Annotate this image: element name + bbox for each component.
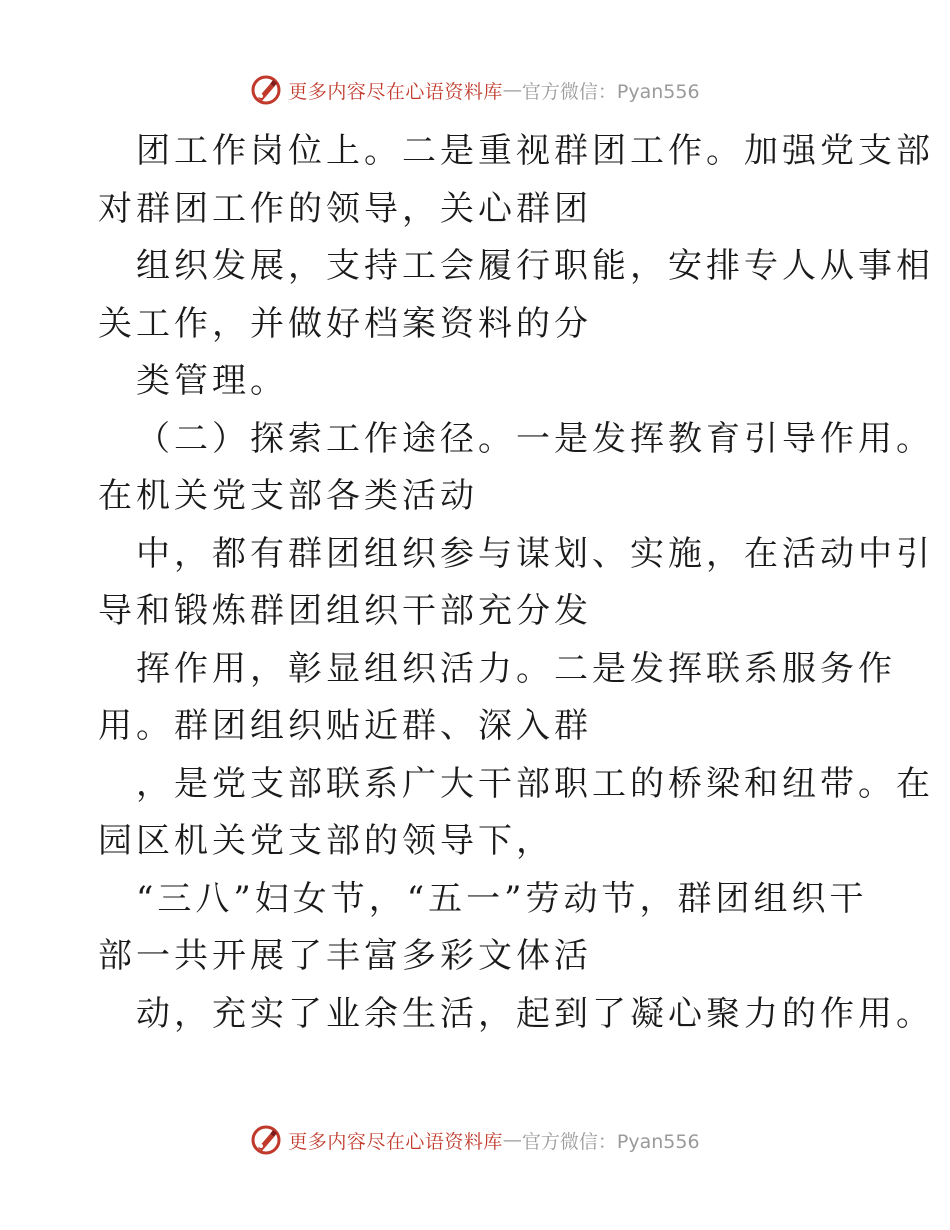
document-body xyxy=(98,123,934,1043)
body-line: 园区机关党支部的领导下， xyxy=(98,821,554,861)
banner-dash: — xyxy=(502,1129,522,1151)
body-line: ，是党支部联系广大干部职工的桥梁和纽带。在 xyxy=(136,763,934,804)
body-line: 部一共开展了丰富多彩文体活 xyxy=(98,936,592,976)
body-line: 组织发展，支持工会履行职能，安排专人从事相 xyxy=(136,246,934,286)
body-line: 挥作用，彰显组织活力。二是发挥联系服务作 xyxy=(136,648,896,689)
body-line: 中，都有群团组织参与谋划、实施，在活动中引 xyxy=(136,533,934,574)
body-line: 类管理。 xyxy=(136,361,288,401)
body-line: （二）探索工作途径。一是发挥教育引导作用。 xyxy=(136,418,934,459)
footer-banner xyxy=(0,1120,950,1160)
body-line: “三八”妇女节，“五一”劳动节，群团组织干 xyxy=(136,878,868,919)
body-line: 团工作岗位上。二是重视群团工作。加强党支部 xyxy=(136,131,934,171)
banner-wechat: 官方微信：Pyan556 xyxy=(521,1130,700,1153)
body-line: 关工作，并做好档案资料的分 xyxy=(98,303,592,344)
header-banner xyxy=(0,70,950,110)
banner-wechat: 官方微信：Pyan556 xyxy=(521,80,700,103)
pen-logo-icon xyxy=(250,1124,282,1156)
body-line: 动，充实了业余生活，起到了凝心聚力的作用。 xyxy=(136,993,934,1034)
pen-logo-icon xyxy=(250,74,282,106)
banner-title: 更多内容尽在心语资料库 xyxy=(288,80,503,103)
body-line: 导和锻炼群团组织干部充分发 xyxy=(98,591,592,631)
banner-dash: — xyxy=(502,79,522,101)
banner-title: 更多内容尽在心语资料库 xyxy=(288,1130,503,1153)
body-line: 在机关党支部各类活动 xyxy=(98,476,478,516)
body-line: 用。群团组织贴近群、深入群 xyxy=(98,706,592,746)
body-line: 对群团工作的领导，关心群团 xyxy=(98,188,592,229)
